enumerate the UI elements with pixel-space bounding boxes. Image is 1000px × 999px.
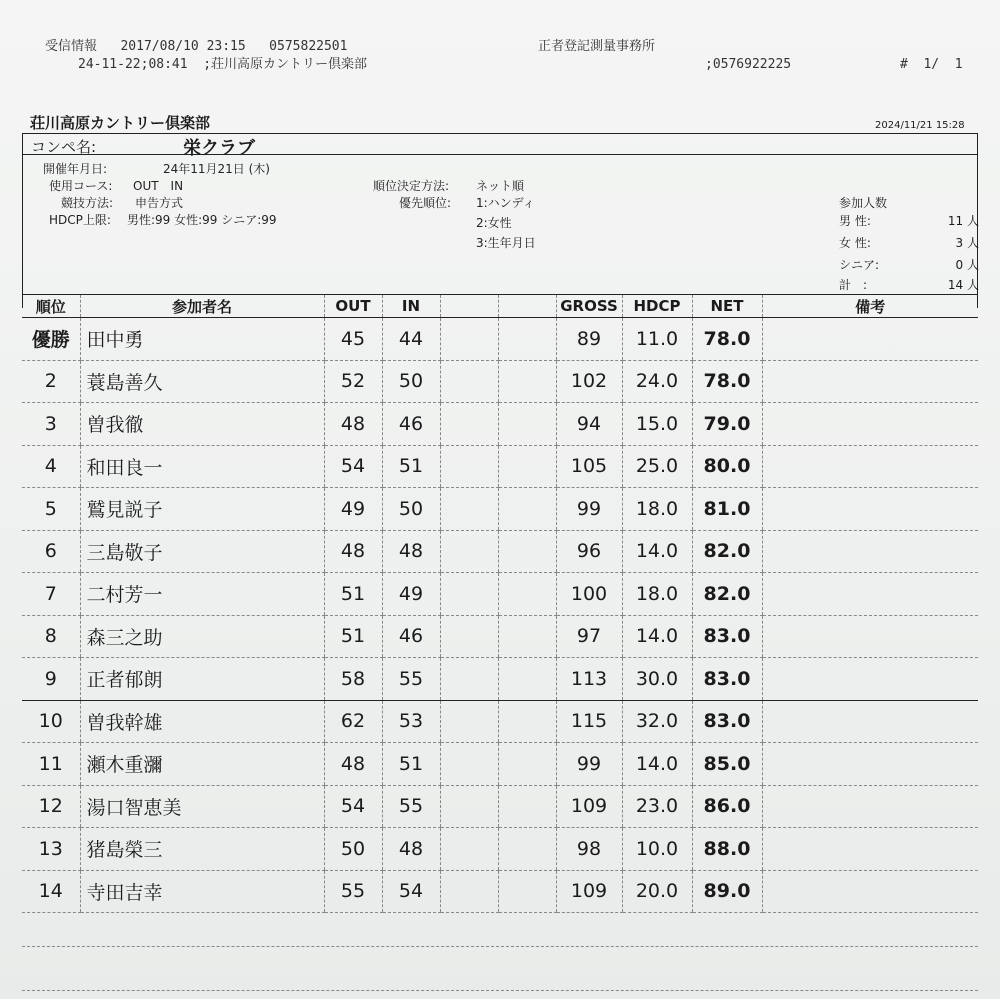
rank-cell: 7: [22, 573, 80, 616]
in-cell: 55: [382, 785, 440, 828]
priority-label: 優先順位:: [399, 196, 452, 210]
blank-cell: [498, 743, 556, 786]
net-cell: 80.0: [692, 445, 762, 488]
net-cell: 82.0: [692, 573, 762, 616]
priority-3: 3:生年月日: [476, 236, 536, 250]
name-cell: 田中勇: [80, 318, 324, 361]
in-cell: 49: [382, 573, 440, 616]
gross-cell: 99: [556, 743, 622, 786]
blank-cell: [440, 658, 498, 701]
remarks-cell: [762, 403, 978, 446]
name-cell: 蓑島善久: [80, 360, 324, 403]
blank-cell: [498, 573, 556, 616]
in-cell: 50: [382, 360, 440, 403]
blank-cell: [498, 360, 556, 403]
remarks-cell: [762, 658, 978, 701]
name-cell: 曽我幹雄: [80, 700, 324, 743]
participants-senior-value: 0 人: [955, 258, 979, 272]
participants-total-value: 14 人: [947, 278, 979, 292]
out-cell: 54: [324, 785, 382, 828]
blank-cell: [440, 700, 498, 743]
blank-cell: [498, 700, 556, 743]
blank-cell: [498, 445, 556, 488]
remarks-cell: [762, 573, 978, 616]
participants-title: 参加人数: [839, 196, 888, 210]
method-value: 申告方式: [135, 196, 184, 210]
name-cell: 森三之助: [80, 615, 324, 658]
hdcp-cell: 14.0: [622, 615, 692, 658]
hdcp-cell: 30.0: [622, 658, 692, 701]
gross-cell: 115: [556, 700, 622, 743]
blank-cell: [440, 573, 498, 616]
table-row: [22, 360, 978, 403]
out-cell: 50: [324, 828, 382, 871]
blank-cell: [440, 318, 498, 361]
blank-cell: [440, 785, 498, 828]
out-cell: 58: [324, 658, 382, 701]
in-cell: 54: [382, 870, 440, 913]
name-cell: 湯口智恵美: [80, 785, 324, 828]
blank-cell: [440, 488, 498, 531]
hdcp-cell: 10.0: [622, 828, 692, 871]
results-body: [22, 318, 978, 913]
table-row: [22, 403, 978, 446]
gross-cell: 113: [556, 658, 622, 701]
blank-cell: [440, 743, 498, 786]
table-row: [22, 615, 978, 658]
out-cell: 54: [324, 445, 382, 488]
date-label: 開催年月日:: [43, 162, 108, 176]
table-row: [22, 318, 978, 361]
remarks-cell: [762, 828, 978, 871]
out-cell: 48: [324, 743, 382, 786]
participants-senior-label: シニア:: [839, 258, 880, 272]
gross-cell: 98: [556, 828, 622, 871]
hdcp-limit-label: HDCP上限:: [49, 213, 111, 227]
gross-cell: 109: [556, 785, 622, 828]
hdcp-limit-value: 男性:99 女性:99 シニア:99: [127, 213, 277, 227]
net-cell: 78.0: [692, 318, 762, 361]
rank-cell: 3: [22, 403, 80, 446]
rank-cell: 5: [22, 488, 80, 531]
course-value: OUT IN: [133, 179, 184, 193]
header-in: IN: [382, 295, 440, 318]
table-header-row: [22, 295, 978, 318]
table-row: [22, 488, 978, 531]
remarks-cell: [762, 870, 978, 913]
fax-receive-info: 受信情報 2017/08/10 23:15 0575822501: [45, 39, 348, 54]
name-cell: 瀬木重瀰: [80, 743, 324, 786]
blank-cell: [498, 828, 556, 871]
out-cell: 51: [324, 615, 382, 658]
table-row: [22, 743, 978, 786]
net-cell: 81.0: [692, 488, 762, 531]
rank-cell: 11: [22, 743, 80, 786]
net-cell: 83.0: [692, 615, 762, 658]
name-cell: 曽我徹: [80, 403, 324, 446]
header-blank-2: [498, 295, 556, 318]
name-cell: 鷲見説子: [80, 488, 324, 531]
header-gross: GROSS: [556, 295, 622, 318]
net-cell: 86.0: [692, 785, 762, 828]
blank-cell: [498, 615, 556, 658]
rank-cell: 4: [22, 445, 80, 488]
blank-cell: [440, 445, 498, 488]
out-cell: 45: [324, 318, 382, 361]
blank-cell: [440, 530, 498, 573]
remarks-cell: [762, 318, 978, 361]
header-blank-1: [440, 295, 498, 318]
out-cell: 51: [324, 573, 382, 616]
priority-2: 2:女性: [476, 216, 512, 230]
in-cell: 53: [382, 700, 440, 743]
remarks-cell: [762, 743, 978, 786]
net-cell: 82.0: [692, 530, 762, 573]
hdcp-cell: 14.0: [622, 530, 692, 573]
name-cell: 二村芳一: [80, 573, 324, 616]
participants-male-value: 11 人: [947, 214, 979, 228]
remarks-cell: [762, 785, 978, 828]
rank-cell: 6: [22, 530, 80, 573]
gross-cell: 89: [556, 318, 622, 361]
blank-cell: [498, 318, 556, 361]
hdcp-cell: 15.0: [622, 403, 692, 446]
header-out: OUT: [324, 295, 382, 318]
competition-label: コンペ名:: [31, 138, 97, 156]
hdcp-cell: 18.0: [622, 573, 692, 616]
competition-name: 栄クラブ: [183, 138, 255, 159]
in-cell: 48: [382, 828, 440, 871]
in-cell: 55: [382, 658, 440, 701]
hdcp-cell: 32.0: [622, 700, 692, 743]
blank-cell: [440, 870, 498, 913]
header-net: NET: [692, 295, 762, 318]
table-row: [22, 700, 978, 743]
divider: [23, 154, 977, 155]
blank-cell: [498, 488, 556, 531]
in-cell: 46: [382, 615, 440, 658]
gross-cell: 102: [556, 360, 622, 403]
blank-cell: [498, 785, 556, 828]
remarks-cell: [762, 615, 978, 658]
name-cell: 正者郁朗: [80, 658, 324, 701]
rank-cell: 2: [22, 360, 80, 403]
in-cell: 44: [382, 318, 440, 361]
gross-cell: 94: [556, 403, 622, 446]
print-timestamp: 2024/11/21 15:28: [875, 120, 965, 131]
fax-transmit-info: 24-11-22;08:41 ;荘川高原カントリー倶楽部: [78, 57, 368, 72]
ranking-method-label: 順位決定方法:: [373, 179, 450, 193]
fax-phone: ;0576922225: [705, 57, 792, 72]
empty-row-line: [22, 990, 978, 991]
net-cell: 78.0: [692, 360, 762, 403]
table-row: [22, 870, 978, 913]
in-cell: 51: [382, 445, 440, 488]
table-row: [22, 785, 978, 828]
hdcp-cell: 20.0: [622, 870, 692, 913]
header-rank: 順位: [22, 295, 80, 318]
remarks-cell: [762, 488, 978, 531]
blank-cell: [498, 403, 556, 446]
out-cell: 49: [324, 488, 382, 531]
in-cell: 50: [382, 488, 440, 531]
blank-cell: [498, 530, 556, 573]
remarks-cell: [762, 530, 978, 573]
ranking-method-value: ネット順: [476, 179, 525, 193]
net-cell: 85.0: [692, 743, 762, 786]
club-name: 荘川高原カントリー倶楽部: [30, 114, 211, 132]
in-cell: 51: [382, 743, 440, 786]
blank-cell: [440, 828, 498, 871]
priority-1: 1:ハンディ: [476, 196, 535, 210]
out-cell: 48: [324, 403, 382, 446]
hdcp-cell: 14.0: [622, 743, 692, 786]
gross-cell: 97: [556, 615, 622, 658]
name-cell: 和田良一: [80, 445, 324, 488]
gross-cell: 99: [556, 488, 622, 531]
course-label: 使用コース:: [49, 179, 113, 193]
results-table: [22, 294, 978, 913]
competition-info-box: [22, 133, 978, 308]
date-value: 24年11月21日 (木): [163, 162, 270, 176]
in-cell: 48: [382, 530, 440, 573]
blank-cell: [498, 870, 556, 913]
table-row: [22, 573, 978, 616]
out-cell: 48: [324, 530, 382, 573]
participants-female-value: 3 人: [955, 236, 979, 250]
participants-total-label: 計 :: [839, 278, 868, 292]
table-row: [22, 658, 978, 701]
gross-cell: 109: [556, 870, 622, 913]
fax-sender-name: 正者登記測量事務所: [538, 39, 656, 54]
out-cell: 55: [324, 870, 382, 913]
rank-cell: 14: [22, 870, 80, 913]
gross-cell: 100: [556, 573, 622, 616]
out-cell: 52: [324, 360, 382, 403]
remarks-cell: [762, 445, 978, 488]
in-cell: 46: [382, 403, 440, 446]
net-cell: 83.0: [692, 700, 762, 743]
net-cell: 79.0: [692, 403, 762, 446]
rank-cell: 12: [22, 785, 80, 828]
remarks-cell: [762, 700, 978, 743]
fax-page-count: # 1/ 1: [900, 57, 963, 72]
net-cell: 83.0: [692, 658, 762, 701]
header-name: 参加者名: [80, 295, 324, 318]
gross-cell: 96: [556, 530, 622, 573]
rank-cell: 8: [22, 615, 80, 658]
participants-female-label: 女 性:: [839, 236, 871, 250]
method-label: 競技方法:: [61, 196, 114, 210]
blank-cell: [440, 360, 498, 403]
name-cell: 三島敬子: [80, 530, 324, 573]
header-hdcp: HDCP: [622, 295, 692, 318]
out-cell: 62: [324, 700, 382, 743]
remarks-cell: [762, 360, 978, 403]
name-cell: 寺田吉幸: [80, 870, 324, 913]
name-cell: 猪島榮三: [80, 828, 324, 871]
hdcp-cell: 18.0: [622, 488, 692, 531]
rank-cell: 13: [22, 828, 80, 871]
hdcp-cell: 25.0: [622, 445, 692, 488]
blank-cell: [440, 403, 498, 446]
hdcp-cell: 24.0: [622, 360, 692, 403]
rank-cell: 優勝: [22, 318, 80, 361]
rank-cell: 9: [22, 658, 80, 701]
empty-row-line: [22, 946, 978, 947]
blank-cell: [498, 658, 556, 701]
hdcp-cell: 11.0: [622, 318, 692, 361]
rank-cell: 10: [22, 700, 80, 743]
header-remarks: 備考: [762, 295, 978, 318]
gross-cell: 105: [556, 445, 622, 488]
blank-cell: [440, 615, 498, 658]
table-row: [22, 445, 978, 488]
net-cell: 89.0: [692, 870, 762, 913]
table-row: [22, 530, 978, 573]
participants-male-label: 男 性:: [839, 214, 871, 228]
hdcp-cell: 23.0: [622, 785, 692, 828]
table-row: [22, 828, 978, 871]
net-cell: 88.0: [692, 828, 762, 871]
